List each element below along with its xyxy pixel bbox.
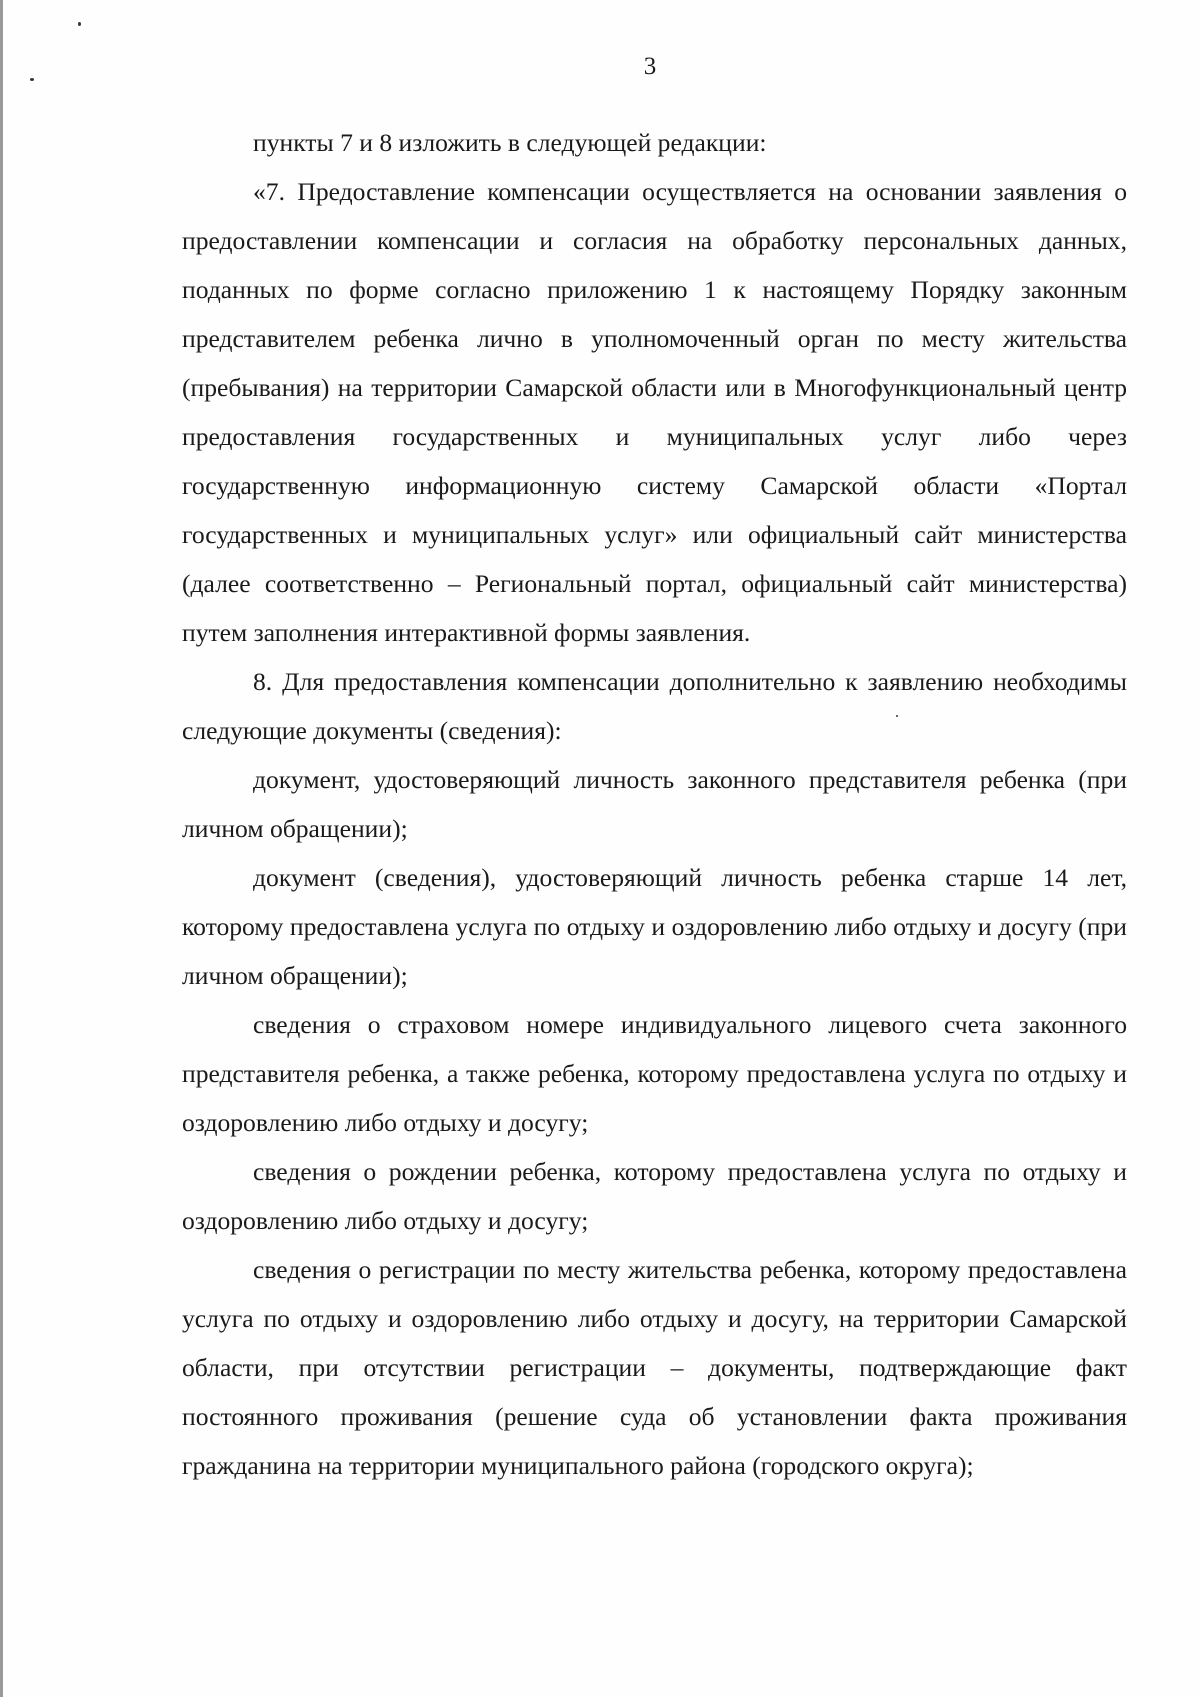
paragraph-item-8: 8. Для предоставления компенсации дополнительно к заявлению необходимы следующие документы (сведения):	[182, 667, 1127, 745]
page-number: 3	[643, 53, 657, 80]
scan-left-edge	[0, 0, 3, 1697]
paragraph-item-7: «7. Предоставление компенсации осуществляется на основании заявления о предоставлении компенсации и согласия на обработку персональных данных, поданных по форме согласно приложению 1 к настоящему Порядку законным представителем ребенка лично в уполномоченный орган по месту жительства (пребывания) на территории Самарской области или в Многофункциональный центр предоставления государственных и муниципальных услуг либо через государственную информационную систему Самарской области «Портал государственных и муниципальных услуг» или официальный сайт министерства (далее соответственно – Региональный портал, официальный сайт министерства) путем заполнения интерактивной формы заявления.	[182, 177, 1127, 647]
paragraph-identity-document: документ, удостоверяющий личность законного представителя ребенка (при личном обращении);	[182, 765, 1127, 843]
scan-speck	[78, 22, 81, 26]
paragraph-intro: пункты 7 и 8 изложить в следующей редакции:	[253, 128, 767, 157]
paragraph-registration-info: сведения о регистрации по месту жительства ребенка, которому предоставлена услуга по отдыху и оздоровлению либо отдыху и досугу, на территории Самарской области, при отсутствии регистрации – документы, подтверждающие факт постоянного проживания (решение суда об установлении факта проживания гражданина на территории муниципального района (городского округа);	[182, 1255, 1127, 1480]
paragraph-birth-info: сведения о рождении ребенка, которому предоставлена услуга по отдыху и оздоровлению либо отдыху и досугу;	[182, 1157, 1127, 1235]
paragraph-child-identity: документ (сведения), удостоверяющий личность ребенка старше 14 лет, которому предоставлена услуга по отдыху и оздоровлению либо отдыху и досугу (при личном обращении);	[182, 863, 1127, 990]
document-body	[182, 118, 1127, 1490]
paragraph-insurance-number: сведения о страховом номере индивидуального лицевого счета законного представителя ребенка, а также ребенка, которому предоставлена услуга по отдыху и оздоровлению либо отдыху и досугу;	[182, 1010, 1127, 1137]
